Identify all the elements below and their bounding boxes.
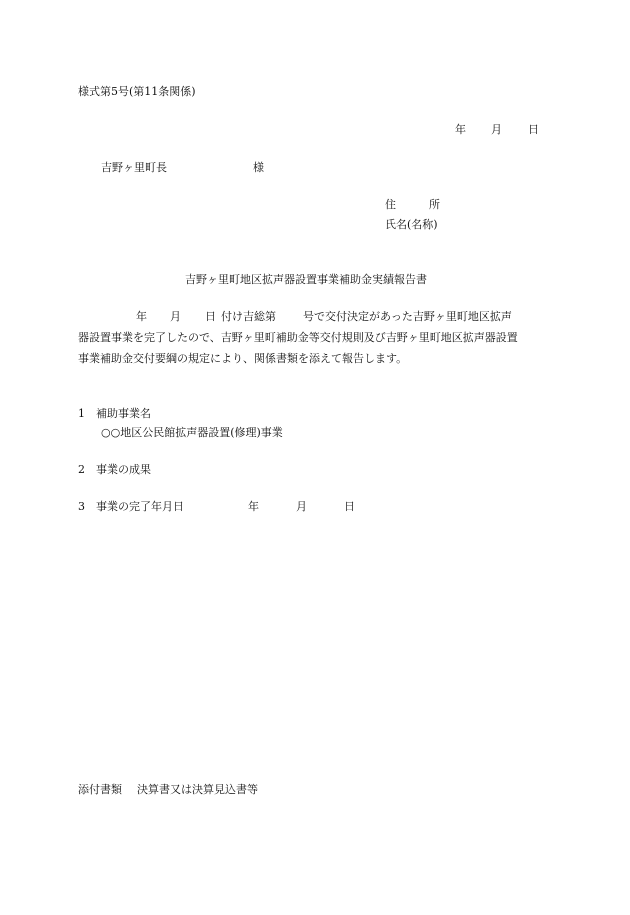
body-line-3: 事業補助金交付要綱の規定により、関係書類を添えて報告します。 (78, 352, 408, 365)
body-line1-mid: 付け吉総第 (221, 310, 276, 323)
completion-month: 月 (296, 500, 307, 513)
body-paragraph (78, 306, 558, 369)
completion-day: 日 (344, 500, 355, 513)
recipient-honorific: 様 (253, 161, 264, 174)
name-label: 氏名(名称) (385, 218, 438, 231)
body-line-1 (78, 306, 558, 327)
date-year: 年 (455, 123, 466, 136)
date-month: 月 (491, 123, 502, 136)
address-label: 住 所 (385, 198, 440, 211)
attachment-value: 決算書又は決算見込書等 (137, 783, 258, 796)
body-year: 年 (136, 310, 147, 323)
item-detail: ○○地区公民館拡声器設置(修理)事業 (101, 426, 283, 439)
item-number: 2 (78, 463, 85, 476)
item-number: 1 (78, 407, 85, 420)
body-line1-tail: 号で交付決定があった吉野ヶ里町地区拡声 (303, 310, 512, 323)
date-day: 日 (528, 123, 539, 136)
document-title: 吉野ヶ里町地区拡声器設置事業補助金実績報告書 (185, 273, 427, 286)
body-month: 月 (170, 310, 181, 323)
item-label: 事業の成果 (96, 463, 151, 476)
form-number: 様式第5号(第11条関係) (78, 85, 196, 98)
recipient-name: 吉野ヶ里町長 (101, 161, 167, 174)
item-label: 事業の完了年月日 (96, 500, 184, 513)
item-number: 3 (78, 500, 85, 513)
body-line-2: 器設置事業を完了したので、吉野ヶ里町補助金等交付規則及び吉野ヶ里町地区拡声器設置 (78, 331, 518, 344)
body-day: 日 (205, 310, 216, 323)
item-label: 補助事業名 (96, 407, 151, 420)
attachment-label: 添付書類 (78, 783, 122, 796)
completion-year: 年 (248, 500, 259, 513)
